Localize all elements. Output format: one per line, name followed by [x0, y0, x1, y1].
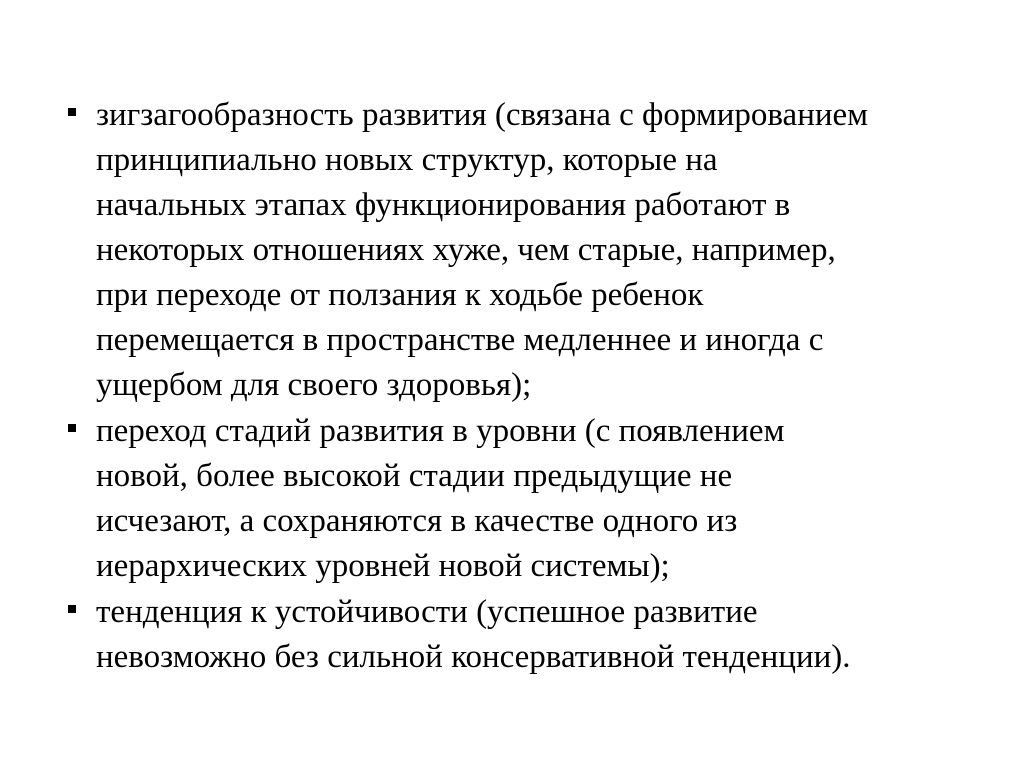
- bullet-list: [62, 93, 982, 681]
- text-line: зигзагообразность развития (связана с формированием: [96, 97, 869, 133]
- square-bullet-icon: [68, 605, 76, 613]
- bullet-item-1: [62, 93, 982, 408]
- text-line: иерархических уровней новой системы);: [96, 548, 670, 584]
- text-line: начальных этапах функционирования работают в: [96, 187, 791, 223]
- text-line: некоторых отношениях хуже, чем старые, например,: [96, 232, 836, 268]
- bullet-item-3: [62, 590, 982, 680]
- text-line: невозможно без сильной консервативной тенденции).: [96, 639, 851, 675]
- text-line: ущербом для своего здоровья);: [96, 367, 532, 403]
- text-line: новой, более высокой стадии предыдущие не: [96, 458, 733, 494]
- text-line: тенденция к устойчивости (успешное развитие: [96, 594, 758, 630]
- square-bullet-icon: [68, 424, 76, 432]
- text-line: исчезают, а сохраняются в качестве одного из: [96, 503, 738, 539]
- text-line: перемещается в пространстве медленнее и иногда с: [96, 322, 824, 358]
- text-line: переход стадий развития в уровни (с появлением: [96, 413, 785, 449]
- text-line: при переходе от ползания к ходьбе ребенок: [96, 277, 704, 313]
- text-line: принципиально новых структур, которые на: [96, 142, 718, 178]
- bullet-item-2: [62, 409, 982, 589]
- square-bullet-icon: [68, 108, 76, 116]
